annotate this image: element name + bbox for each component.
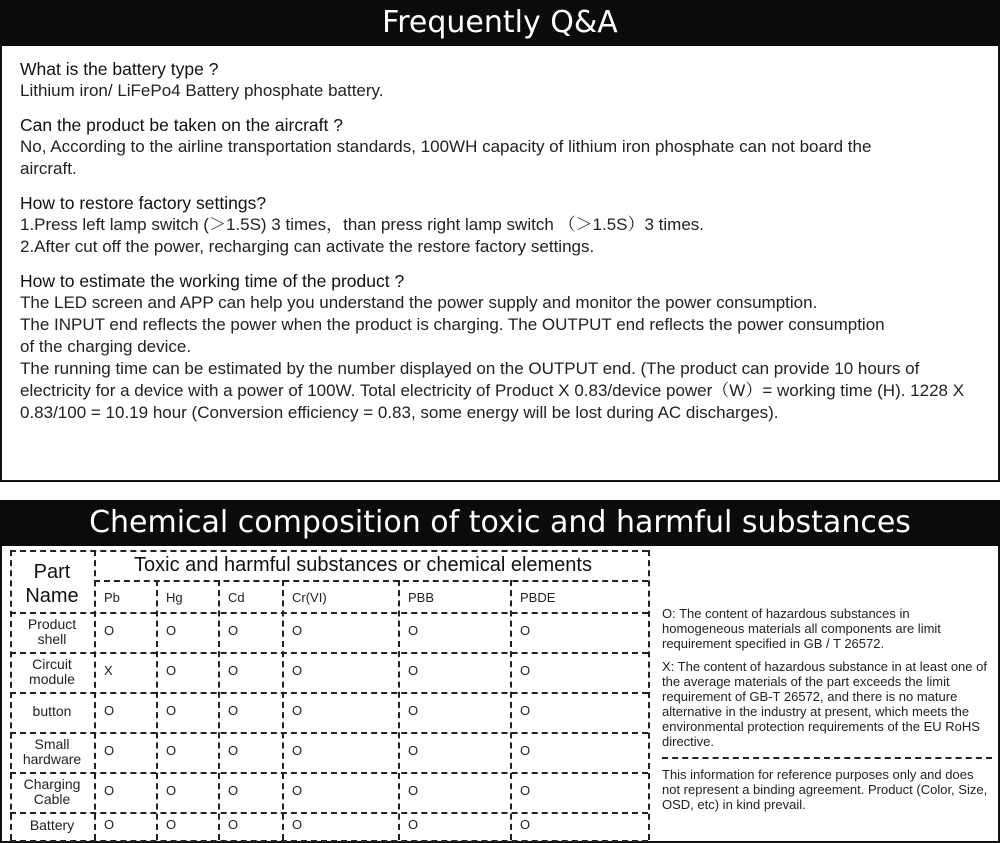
table-cell: O [292, 703, 303, 718]
table-cell: O [104, 783, 115, 798]
row-part-name: Small hardware [22, 736, 82, 767]
table-cell: O [292, 663, 303, 678]
table-vline [648, 550, 650, 840]
qa-answer-line: The INPUT end reflects the power when the product is charging. The OUTPUT end reflects the power consumption of the charging device. [20, 315, 885, 356]
table-cell: O [228, 663, 239, 678]
table-cell: O [166, 623, 177, 638]
qa-question: What is the battery type ? [20, 59, 219, 79]
qa-item [20, 192, 980, 258]
table-cell: O [228, 817, 239, 832]
table-hline [10, 772, 648, 774]
table-cell: O [520, 817, 531, 832]
table-cell: O [292, 783, 303, 798]
qa-question: How to restore factory settings? [20, 193, 267, 213]
table-cell: O [166, 817, 177, 832]
table-cell: O [166, 663, 177, 678]
qa-question: Can the product be taken on the aircraft ? [20, 115, 343, 135]
table-cell: O [104, 623, 115, 638]
column-header-pbb: PBB [408, 590, 435, 605]
column-header-pb: Pb [104, 590, 120, 605]
table-hline [10, 692, 648, 694]
table-cell: O [292, 623, 303, 638]
table-cell: O [228, 783, 239, 798]
note-disclaimer: This information for reference purposes only and does not represent a binding agreement. Product (Color, Size, OSD, etc) in kind prevail. [662, 767, 988, 812]
qa-question: How to estimate the working time of the product ? [20, 271, 405, 291]
table-vline [156, 580, 158, 840]
table-cell: O [408, 743, 419, 758]
table-hline [10, 550, 648, 552]
qa-answer [20, 214, 980, 258]
qa-answer-line: 2.After cut off the power, recharging can activate the restore factory settings. [20, 237, 595, 256]
qa-item [20, 58, 980, 102]
qa-item [20, 270, 980, 424]
table-hline [10, 840, 648, 842]
column-header-hg: Hg [166, 590, 183, 605]
table-cell: O [166, 783, 177, 798]
table-cell: X [104, 663, 113, 678]
qa-title: Frequently Q&A [382, 5, 618, 40]
table-hline [10, 732, 648, 734]
table-cell: O [520, 703, 531, 718]
table-vline [282, 580, 284, 840]
table-vline [94, 550, 96, 840]
row-part-name: Battery [29, 817, 75, 833]
table-cell: O [104, 743, 115, 758]
table-hline [10, 612, 648, 614]
table-cell: O [520, 623, 531, 638]
qa-answer-line: No, According to the airline transportation standards, 100WH capacity of lithium iron phosphate can not board the aircraft. [20, 137, 872, 178]
table-vline [398, 580, 400, 840]
table-cell: O [104, 703, 115, 718]
qa-answer-line: The running time can be estimated by the number displayed on the OUTPUT end. (The product can provide 10 hours of electricity for a device with a power of 100W. Total electricity of Product X 0.83/device power（W）= working time (H). 1228 X 0.83/100 = 10.19 hour (Conversion efficiency = 0.83, some energy will be lost during AC discharges). [20, 359, 965, 422]
table-cell: O [228, 743, 239, 758]
table-cell: O [408, 623, 419, 638]
table-cell: O [408, 783, 419, 798]
part-name-header: Part Name [25, 561, 79, 607]
chem-notes [662, 606, 992, 812]
table-vline [218, 580, 220, 840]
chem-title: Chemical composition of toxic and harmful substances [89, 505, 911, 540]
qa-answer-line: 1.Press left lamp switch (＞1.5S) 3 times，than press right lamp switch （＞1.5S）3 times. [20, 215, 705, 234]
table-vline [510, 580, 512, 840]
table-cell: O [408, 703, 419, 718]
table-cell: O [104, 817, 115, 832]
row-part-name: Charging Cable [23, 776, 81, 807]
qa-answer [20, 136, 930, 180]
table-cell: O [408, 663, 419, 678]
qa-item [20, 114, 980, 180]
table-hline [10, 812, 648, 814]
table-cell: O [166, 743, 177, 758]
note-o: O: The content of hazardous substances in homogeneous materials all components are limit requirement specified in GB / T 26572. [662, 606, 941, 651]
qa-answer [20, 80, 980, 102]
chem-section [0, 546, 1000, 843]
table-cell: O [520, 663, 531, 678]
column-header-crvi: Cr(VI) [292, 590, 327, 605]
row-part-name: Product shell [27, 616, 77, 647]
table-cell: O [292, 743, 303, 758]
column-header-pbde: PBDE [520, 590, 556, 605]
table-cell: O [228, 623, 239, 638]
qa-title-banner [0, 0, 1000, 46]
qa-section [0, 46, 1000, 482]
table-cell: O [228, 703, 239, 718]
table-hline [94, 580, 648, 582]
qa-answer [20, 292, 980, 424]
substances-header: Toxic and harmful substances or chemical elements [134, 554, 592, 576]
row-part-name: Circuit module [29, 656, 75, 687]
table-cell: O [520, 743, 531, 758]
notes-divider [662, 757, 992, 759]
note-x: X: The content of hazardous substance in at least one of the average materials of the part exceeds the limit requirement of GB-T 26572, and there is no mature alternative in the industry at present, which meets the environmental protection requirements of the EU RoHS directive. [662, 659, 987, 749]
chem-title-banner [0, 500, 1000, 546]
table-cell: O [166, 703, 177, 718]
table-cell: O [292, 817, 303, 832]
table-cell: O [408, 817, 419, 832]
qa-answer-line: Lithium iron/ LiFePo4 Battery phosphate battery. [20, 81, 384, 100]
row-part-name: button [32, 703, 72, 719]
qa-answer-line: The LED screen and APP can help you understand the power supply and monitor the power consumption. [20, 293, 818, 312]
table-hline [10, 652, 648, 654]
column-header-cd: Cd [228, 590, 245, 605]
table-cell: O [520, 783, 531, 798]
